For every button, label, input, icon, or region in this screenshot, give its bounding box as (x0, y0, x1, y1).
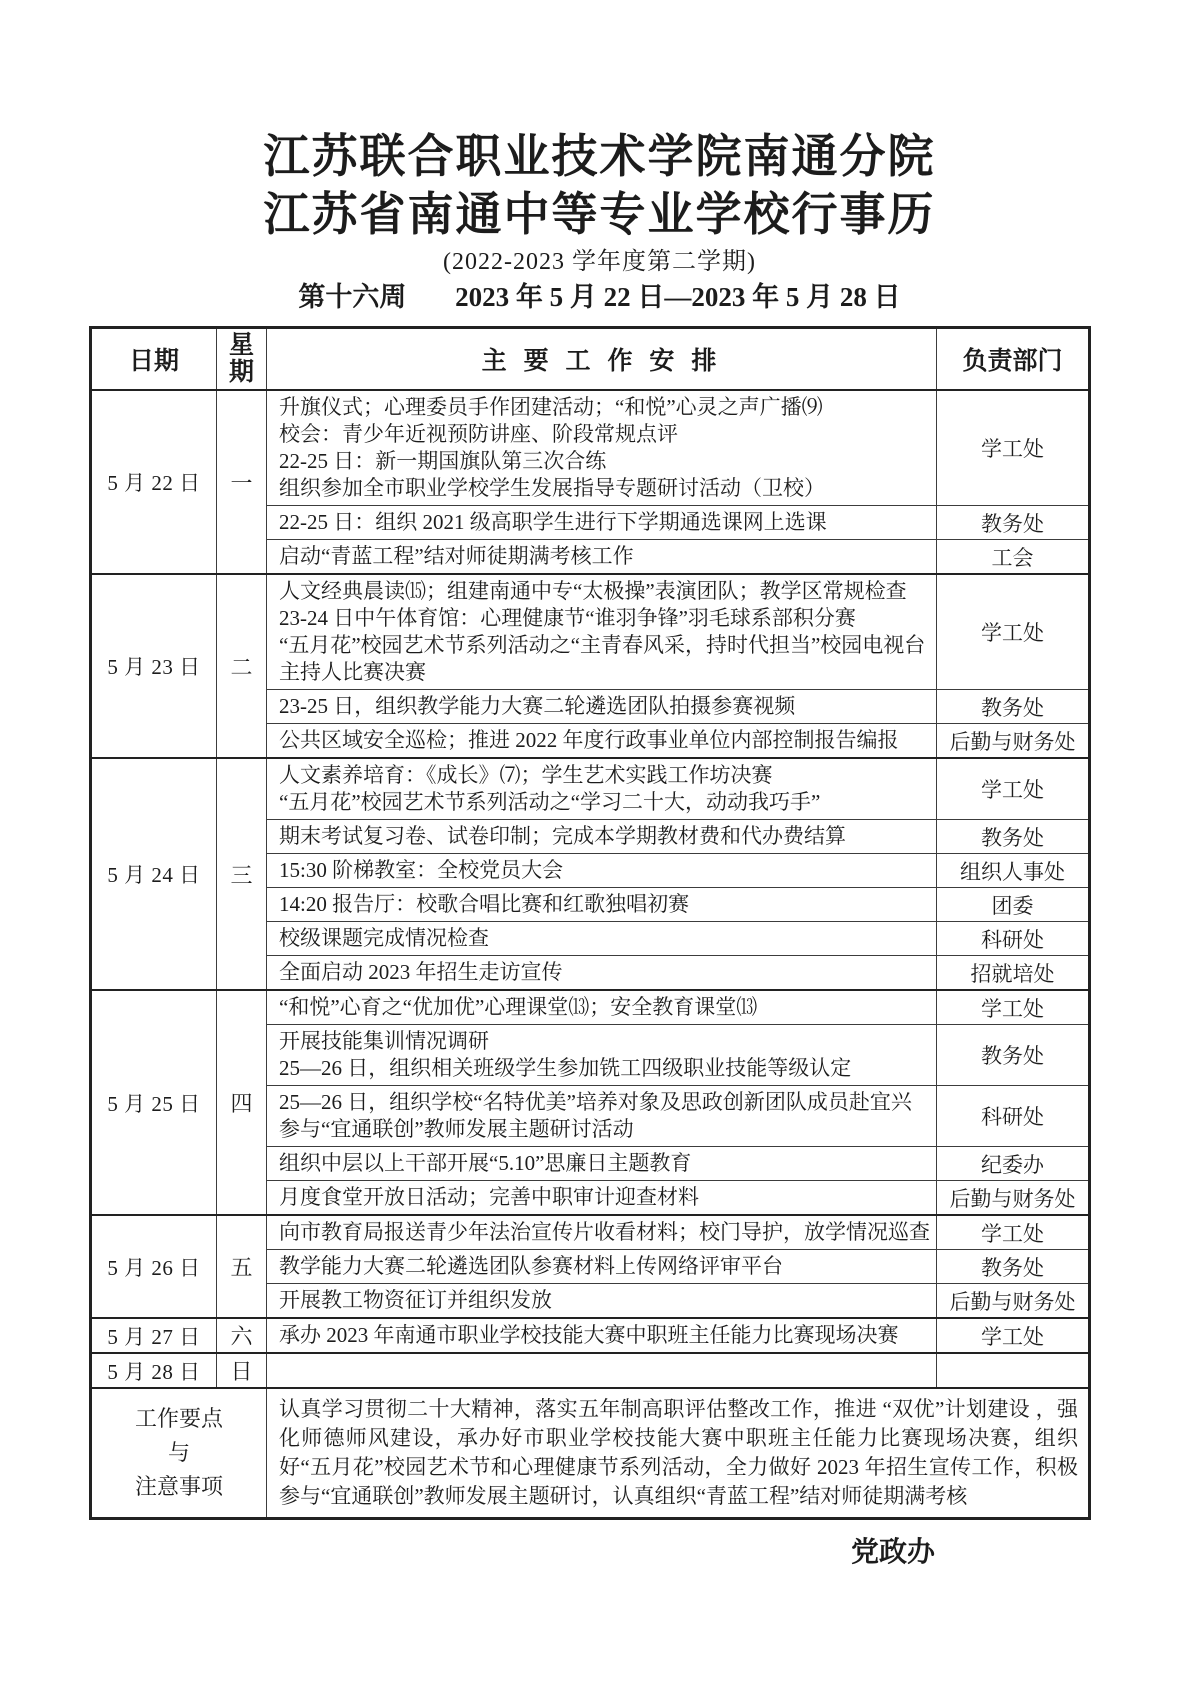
task-cell (267, 956, 937, 991)
week-number-label: 第十六周 (298, 282, 407, 312)
task-line: 校级课题完成情况检查 (279, 926, 489, 950)
date-cell: 5 月 23 日 (91, 574, 217, 758)
summary-row (91, 1388, 1090, 1519)
weekday-cell: 四 (217, 990, 267, 1215)
department-cell: 学工处 (937, 1215, 1090, 1250)
department-cell: 科研处 (937, 922, 1090, 956)
department-cell: 教务处 (937, 1025, 1090, 1086)
department-cell: 学工处 (937, 1318, 1090, 1353)
department-cell: 教务处 (937, 506, 1090, 540)
task-line: 23-25 日，组织教学能力大赛二轮遴选团队拍摄参赛视频 (279, 694, 796, 718)
task-line: 校会：青少年近视预防讲座、阶段常规点评 (279, 422, 678, 446)
date-cell: 5 月 27 日 (91, 1318, 217, 1353)
date-cell: 5 月 22 日 (91, 390, 217, 574)
summary-label-line: 与 (167, 1440, 190, 1465)
task-line: 升旗仪式；心理委员手作团建活动；“和悦”心灵之声广播⑼ (279, 395, 823, 419)
schedule-row (91, 758, 1090, 820)
department-cell: 组织人事处 (937, 854, 1090, 888)
header-weekday: 星期 (217, 328, 267, 391)
summary-text: 认真学习贯彻二十大精神，落实五年制高职评估整改工作，推进 “双优”计划建设 ，强化师德师风建设，承办好市职业学校技能大赛中职班主任能力比赛现场决赛，组织好“五月花”校园艺术节和心理健康节系列活动，全力做好 2023 年招生宣传工作，积极参与“宜通联创”教师发展主题研讨，认真组织“青蓝工程”结对师徒期满考核 (279, 1397, 1078, 1508)
task-line: 25—26 日，组织相关班级学生参加铣工四级职业技能等级认定 (279, 1056, 852, 1080)
department-cell: 教务处 (937, 690, 1090, 724)
task-line: 全面启动 2023 年招生走访宣传 (279, 960, 563, 984)
department-cell: 教务处 (937, 820, 1090, 854)
task-cell (267, 690, 937, 724)
summary-label-line: 工作要点 (134, 1406, 223, 1431)
task-line: 22-25 日：新一期国旗队第三次合练 (279, 449, 607, 473)
task-cell (267, 390, 937, 506)
department-cell: 后勤与财务处 (937, 1181, 1090, 1216)
task-line: 开展教工物资征订并组织发放 (279, 1288, 552, 1312)
department-cell: 团委 (937, 888, 1090, 922)
task-line: 开展技能集训情况调研 (279, 1029, 489, 1053)
task-cell (267, 1318, 937, 1353)
task-cell (267, 758, 937, 820)
schedule-row (91, 1353, 1090, 1388)
task-cell (267, 1250, 937, 1284)
task-line: “和悦”心育之“优加优”心理课堂⒀；安全教育课堂⒀ (279, 995, 758, 1019)
task-line: 23-24 日中午体育馆：心理健康节“谁羽争锋”羽毛球系部积分赛 (279, 606, 856, 630)
task-cell (267, 1147, 937, 1181)
department-cell: 工会 (937, 540, 1090, 575)
task-line: 承办 2023 年南通市职业学校技能大赛中职班主任能力比赛现场决赛 (279, 1323, 899, 1347)
summary-section (91, 1388, 1090, 1519)
date-cell: 5 月 26 日 (91, 1215, 217, 1318)
schedule-row (91, 574, 1090, 690)
schedule-body (91, 390, 1090, 1388)
task-cell (267, 820, 937, 854)
summary-label (91, 1388, 267, 1519)
task-line: 组织中层以上干部开展“5.10”思廉日主题教育 (279, 1151, 692, 1175)
task-cell (267, 1284, 937, 1319)
department-cell: 学工处 (937, 574, 1090, 690)
week-date-range: 2023 年 5 月 22 日—2023 年 5 月 28 日 (455, 282, 901, 312)
task-line: 组织参加全市职业学校学生发展指导专题研讨活动（卫校） (279, 476, 825, 500)
header-tasks: 主 要 工 作 安 排 (267, 328, 937, 391)
task-line: 启动“青蓝工程”结对师徒期满考核工作 (279, 544, 634, 568)
summary-label-line: 注意事项 (134, 1474, 223, 1499)
task-line: 人文素养培育：《成长》⑺；学生艺术实践工作坊决赛 (279, 763, 773, 787)
schedule-row (91, 390, 1090, 506)
header-department: 负责部门 (937, 328, 1090, 391)
issuing-office-signature: 党政办 (850, 1536, 935, 1567)
semester-subtitle: (2022-2023 学年度第二学期) (443, 249, 756, 275)
task-cell (267, 724, 937, 759)
task-line: 15:30 阶梯教室：全校党员大会 (279, 858, 564, 882)
schedule-row (91, 1318, 1090, 1353)
task-line: 期末考试复习卷、试卷印制；完成本学期教材费和代办费结算 (279, 824, 846, 848)
task-line (279, 1357, 930, 1384)
date-cell: 5 月 28 日 (91, 1353, 217, 1388)
task-cell (267, 540, 937, 575)
school-title-line2: 江苏省南通中等专业学校行事历 (263, 189, 936, 240)
department-cell: 学工处 (937, 990, 1090, 1025)
title-block (0, 128, 1199, 314)
schedule-table (89, 326, 1091, 1520)
task-cell (267, 854, 937, 888)
task-cell (267, 1215, 937, 1250)
department-cell: 后勤与财务处 (937, 724, 1090, 759)
task-line: 人文经典晨读⒂；组建南通中专“太极操”表演团队；教学区常规检查 (279, 579, 907, 603)
schedule-header (91, 328, 1090, 391)
task-cell (267, 922, 937, 956)
task-line: 月度食堂开放日活动；完善中职审计迎查材料 (279, 1185, 699, 1209)
weekday-cell: 二 (217, 574, 267, 758)
department-cell: 教务处 (937, 1250, 1090, 1284)
schedule-row (91, 990, 1090, 1025)
task-cell (267, 506, 937, 540)
weekday-cell: 一 (217, 390, 267, 574)
task-line: 公共区域安全巡检；推进 2022 年度行政事业单位内部控制报告编报 (279, 728, 899, 752)
task-line: 教学能力大赛二轮遴选团队参赛材料上传网络评审平台 (279, 1254, 783, 1278)
school-title-line1: 江苏联合职业技术学院南通分院 (263, 131, 936, 182)
department-cell: 招就培处 (937, 956, 1090, 991)
task-cell (267, 1025, 937, 1086)
task-cell (267, 1353, 937, 1388)
task-line: 向市教育局报送青少年法治宣传片收看材料；校门导护，放学情况巡查 (279, 1220, 930, 1244)
weekday-cell: 日 (217, 1353, 267, 1388)
date-cell: 5 月 25 日 (91, 990, 217, 1215)
week-line (0, 280, 1199, 314)
task-cell (267, 888, 937, 922)
task-line: 25—26 日，组织学校“名特优美”培养对象及思政创新团队成员赴宜兴参与“宜通联创”教师发展主题研讨活动 (279, 1090, 912, 1141)
date-cell: 5 月 24 日 (91, 758, 217, 990)
task-cell (267, 1086, 937, 1147)
header-date: 日期 (91, 328, 217, 391)
task-line: “五月花”校园艺术节系列活动之“学习二十大，动动我巧手” (279, 790, 821, 814)
task-line: 14:20 报告厅：校歌合唱比赛和红歌独唱初赛 (279, 892, 690, 916)
department-cell: 学工处 (937, 390, 1090, 506)
task-cell (267, 990, 937, 1025)
department-cell: 科研处 (937, 1086, 1090, 1147)
department-cell: 学工处 (937, 758, 1090, 820)
department-cell: 后勤与财务处 (937, 1284, 1090, 1319)
header-row (91, 328, 1090, 391)
weekday-cell: 三 (217, 758, 267, 990)
department-cell: 纪委办 (937, 1147, 1090, 1181)
schedule-row (91, 1215, 1090, 1250)
department-cell (937, 1353, 1090, 1388)
weekday-cell: 五 (217, 1215, 267, 1318)
task-line: 22-25 日：组织 2021 级高职学生进行下学期通选课网上选课 (279, 510, 827, 534)
summary-text-cell (267, 1388, 1090, 1519)
task-cell (267, 574, 937, 690)
weekday-cell: 六 (217, 1318, 267, 1353)
task-line: “五月花”校园艺术节系列活动之“主青春风采，持时代担当”校园电视台主持人比赛决赛 (279, 633, 926, 684)
task-cell (267, 1181, 937, 1216)
